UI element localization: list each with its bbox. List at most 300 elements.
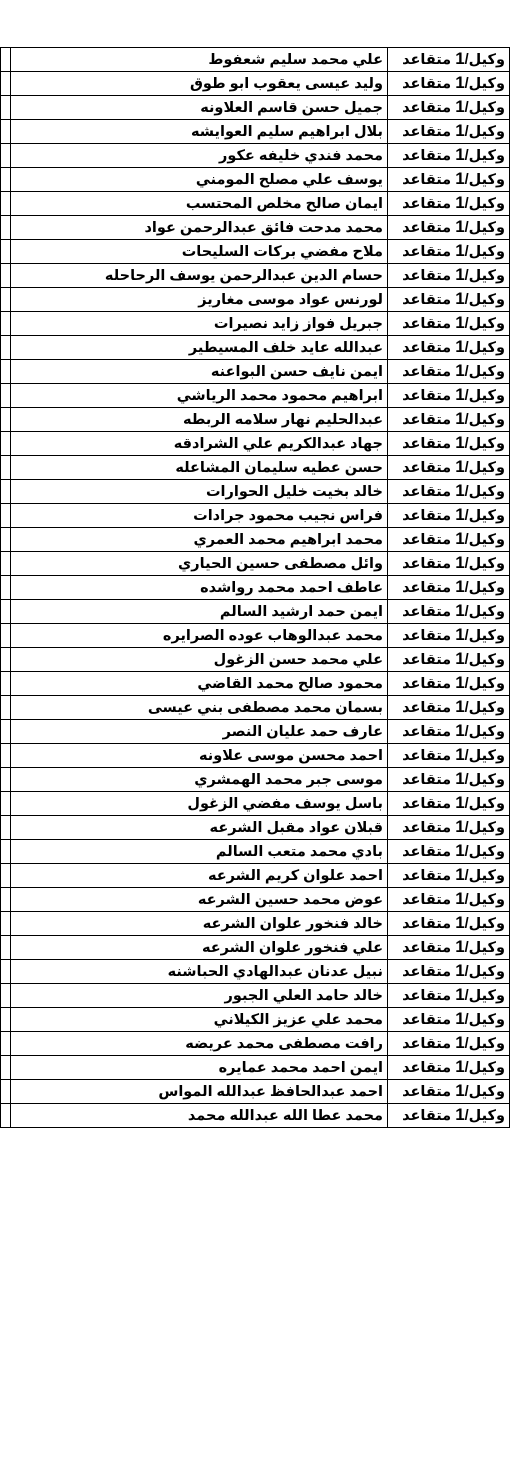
rank-cell: [388, 552, 510, 576]
rank-cell: [388, 528, 510, 552]
rank-prefix: وكيل/: [464, 244, 505, 260]
rank-number: 1: [455, 313, 465, 332]
table-row: [1, 816, 510, 840]
edge-cell: [1, 696, 11, 720]
table-row: [1, 864, 510, 888]
rank-cell: [388, 936, 510, 960]
roster-body: [1, 48, 510, 1128]
rank-prefix: وكيل/: [464, 76, 505, 92]
edge-cell: [1, 240, 11, 264]
name-cell: فراس نجيب محمود جرادات: [11, 504, 388, 528]
edge-cell: [1, 336, 11, 360]
edge-cell: [1, 816, 11, 840]
name-cell: وائل مصطفى حسين الحياري: [11, 552, 388, 576]
rank-cell: [388, 432, 510, 456]
edge-cell: [1, 48, 11, 72]
edge-cell: [1, 1008, 11, 1032]
name-cell: جميل حسن قاسم العلاونه: [11, 96, 388, 120]
rank-cell: [388, 792, 510, 816]
rank-number: 1: [455, 457, 465, 476]
rank-cell: [388, 1104, 510, 1128]
rank-cell: [388, 192, 510, 216]
rank-cell: [388, 1080, 510, 1104]
table-row: [1, 336, 510, 360]
rank-prefix: وكيل/: [464, 556, 505, 572]
name-cell: بلال ابراهيم سليم العوايشه: [11, 120, 388, 144]
rank-prefix: وكيل/: [464, 892, 505, 908]
rank-suffix: متقاعد: [402, 556, 456, 572]
rank-prefix: وكيل/: [464, 676, 505, 692]
rank-suffix: متقاعد: [402, 388, 456, 404]
table-row: [1, 72, 510, 96]
rank-cell: [388, 384, 510, 408]
rank-prefix: وكيل/: [464, 604, 505, 620]
table-row: [1, 528, 510, 552]
rank-suffix: متقاعد: [402, 988, 456, 1004]
rank-number: 1: [455, 745, 465, 764]
name-cell: حسن عطيه سليمان المشاعله: [11, 456, 388, 480]
rank-number: 1: [455, 529, 465, 548]
rank-number: 1: [455, 265, 465, 284]
rank-suffix: متقاعد: [402, 484, 456, 500]
rank-cell: [388, 720, 510, 744]
rank-suffix: متقاعد: [402, 340, 456, 356]
edge-cell: [1, 288, 11, 312]
rank-number: 1: [455, 385, 465, 404]
table-row: [1, 648, 510, 672]
name-cell: حسام الدين عبدالرحمن يوسف الرحاحله: [11, 264, 388, 288]
name-cell: محمد فندي خليفه عكور: [11, 144, 388, 168]
rank-number: 1: [455, 817, 465, 836]
rank-suffix: متقاعد: [402, 268, 456, 284]
table-row: [1, 480, 510, 504]
table-row: [1, 456, 510, 480]
edge-cell: [1, 312, 11, 336]
rank-cell: [388, 240, 510, 264]
rank-suffix: متقاعد: [402, 436, 456, 452]
name-cell: عاطف احمد محمد رواشده: [11, 576, 388, 600]
rank-number: 1: [455, 601, 465, 620]
table-row: [1, 840, 510, 864]
rank-number: 1: [455, 481, 465, 500]
rank-number: 1: [455, 577, 465, 596]
table-row: [1, 240, 510, 264]
rank-cell: [388, 336, 510, 360]
rank-cell: [388, 120, 510, 144]
rank-prefix: وكيل/: [464, 940, 505, 956]
rank-suffix: متقاعد: [402, 964, 456, 980]
rank-prefix: وكيل/: [464, 820, 505, 836]
name-cell: ايمن احمد محمد عمايره: [11, 1056, 388, 1080]
rank-number: 1: [455, 625, 465, 644]
rank-cell: [388, 360, 510, 384]
name-cell: محمد علي عزيز الكيلاني: [11, 1008, 388, 1032]
rank-suffix: متقاعد: [402, 532, 456, 548]
table-row: [1, 432, 510, 456]
rank-cell: [388, 1056, 510, 1080]
rank-suffix: متقاعد: [402, 1060, 456, 1076]
edge-cell: [1, 120, 11, 144]
rank-number: 1: [455, 289, 465, 308]
rank-suffix: متقاعد: [402, 772, 456, 788]
table-row: [1, 912, 510, 936]
rank-number: 1: [455, 433, 465, 452]
rank-cell: [388, 768, 510, 792]
rank-suffix: متقاعد: [402, 796, 456, 812]
rank-prefix: وكيل/: [464, 628, 505, 644]
name-cell: محمد عبدالوهاب عوده الصرايره: [11, 624, 388, 648]
rank-cell: [388, 672, 510, 696]
rank-cell: [388, 408, 510, 432]
rank-prefix: وكيل/: [464, 1012, 505, 1028]
rank-prefix: وكيل/: [464, 316, 505, 332]
rank-suffix: متقاعد: [402, 652, 456, 668]
rank-cell: [388, 96, 510, 120]
table-row: [1, 288, 510, 312]
edge-cell: [1, 576, 11, 600]
name-cell: احمد محسن موسى علاونه: [11, 744, 388, 768]
rank-suffix: متقاعد: [402, 844, 456, 860]
roster-table: [0, 47, 510, 1128]
table-row: [1, 768, 510, 792]
table-row: [1, 120, 510, 144]
edge-cell: [1, 888, 11, 912]
rank-cell: [388, 288, 510, 312]
rank-number: 1: [455, 361, 465, 380]
name-cell: محمد ابراهيم محمد العمري: [11, 528, 388, 552]
table-row: [1, 1032, 510, 1056]
rank-prefix: وكيل/: [464, 1036, 505, 1052]
rank-cell: [388, 648, 510, 672]
rank-cell: [388, 312, 510, 336]
edge-cell: [1, 96, 11, 120]
rank-suffix: متقاعد: [402, 724, 456, 740]
rank-suffix: متقاعد: [402, 820, 456, 836]
rank-suffix: متقاعد: [402, 196, 456, 212]
rank-cell: [388, 864, 510, 888]
edge-cell: [1, 360, 11, 384]
rank-prefix: وكيل/: [464, 964, 505, 980]
rank-suffix: متقاعد: [402, 244, 456, 260]
rank-suffix: متقاعد: [402, 148, 456, 164]
rank-prefix: وكيل/: [464, 652, 505, 668]
edge-cell: [1, 840, 11, 864]
edge-cell: [1, 504, 11, 528]
rank-suffix: متقاعد: [402, 124, 456, 140]
name-cell: عبدالله عايد خلف المسيطير: [11, 336, 388, 360]
rank-prefix: وكيل/: [464, 340, 505, 356]
rank-number: 1: [455, 409, 465, 428]
name-cell: علي محمد حسن الزغول: [11, 648, 388, 672]
rank-cell: [388, 504, 510, 528]
name-cell: رافت مصطفى محمد عريضه: [11, 1032, 388, 1056]
rank-number: 1: [455, 241, 465, 260]
rank-prefix: وكيل/: [464, 124, 505, 140]
edge-cell: [1, 216, 11, 240]
table-row: [1, 672, 510, 696]
table-row: [1, 1104, 510, 1128]
rank-cell: [388, 816, 510, 840]
table-row: [1, 1056, 510, 1080]
rank-suffix: متقاعد: [402, 1036, 456, 1052]
table-row: [1, 1080, 510, 1104]
name-cell: ابراهيم محمود محمد الرياشي: [11, 384, 388, 408]
rank-cell: [388, 1008, 510, 1032]
table-row: [1, 984, 510, 1008]
rank-suffix: متقاعد: [402, 916, 456, 932]
edge-cell: [1, 552, 11, 576]
rank-cell: [388, 264, 510, 288]
edge-cell: [1, 456, 11, 480]
rank-suffix: متقاعد: [402, 580, 456, 596]
edge-cell: [1, 672, 11, 696]
table-row: [1, 888, 510, 912]
edge-cell: [1, 144, 11, 168]
rank-cell: [388, 456, 510, 480]
rank-cell: [388, 888, 510, 912]
name-cell: عوض محمد حسين الشرعه: [11, 888, 388, 912]
rank-prefix: وكيل/: [464, 796, 505, 812]
name-cell: باسل يوسف مفضي الزغول: [11, 792, 388, 816]
rank-cell: [388, 216, 510, 240]
rank-suffix: متقاعد: [402, 172, 456, 188]
table-row: [1, 48, 510, 72]
table-row: [1, 1008, 510, 1032]
edge-cell: [1, 168, 11, 192]
name-cell: قبلان عواد مقبل الشرعه: [11, 816, 388, 840]
name-cell: محمد عطا الله عبدالله محمد: [11, 1104, 388, 1128]
table-row: [1, 936, 510, 960]
rank-prefix: وكيل/: [464, 988, 505, 1004]
rank-prefix: وكيل/: [464, 292, 505, 308]
rank-prefix: وكيل/: [464, 772, 505, 788]
name-cell: محمد مدحت فائق عبدالرحمن عواد: [11, 216, 388, 240]
rank-suffix: متقاعد: [402, 76, 456, 92]
rank-number: 1: [455, 769, 465, 788]
rank-suffix: متقاعد: [402, 220, 456, 236]
edge-cell: [1, 480, 11, 504]
name-cell: بادي محمد متعب السالم: [11, 840, 388, 864]
edge-cell: [1, 600, 11, 624]
rank-number: 1: [455, 169, 465, 188]
rank-cell: [388, 744, 510, 768]
table-row: [1, 552, 510, 576]
table-row: [1, 168, 510, 192]
name-cell: ملاح مفضي بركات السليحات: [11, 240, 388, 264]
rank-suffix: متقاعد: [402, 868, 456, 884]
rank-prefix: وكيل/: [464, 436, 505, 452]
edge-cell: [1, 792, 11, 816]
rank-suffix: متقاعد: [402, 748, 456, 764]
rank-cell: [388, 696, 510, 720]
rank-number: 1: [455, 217, 465, 236]
edge-cell: [1, 1104, 11, 1128]
edge-cell: [1, 960, 11, 984]
rank-cell: [388, 600, 510, 624]
rank-suffix: متقاعد: [402, 604, 456, 620]
rank-prefix: وكيل/: [464, 388, 505, 404]
rank-prefix: وكيل/: [464, 148, 505, 164]
table-row: [1, 408, 510, 432]
table-row: [1, 360, 510, 384]
rank-prefix: وكيل/: [464, 172, 505, 188]
rank-prefix: وكيل/: [464, 1108, 505, 1124]
rank-prefix: وكيل/: [464, 532, 505, 548]
name-cell: احمد علوان كريم الشرعه: [11, 864, 388, 888]
name-cell: جبريل فواز زايد نصيرات: [11, 312, 388, 336]
edge-cell: [1, 432, 11, 456]
rank-number: 1: [455, 961, 465, 980]
edge-cell: [1, 720, 11, 744]
rank-prefix: وكيل/: [464, 52, 505, 68]
rank-suffix: متقاعد: [402, 700, 456, 716]
rank-number: 1: [455, 913, 465, 932]
edge-cell: [1, 984, 11, 1008]
rank-suffix: متقاعد: [402, 892, 456, 908]
rank-number: 1: [455, 73, 465, 92]
table-row: [1, 312, 510, 336]
name-cell: خالد حامد العلي الجبور: [11, 984, 388, 1008]
rank-prefix: وكيل/: [464, 460, 505, 476]
rank-number: 1: [455, 145, 465, 164]
rank-cell: [388, 480, 510, 504]
name-cell: ايمن حمد ارشيد السالم: [11, 600, 388, 624]
rank-number: 1: [455, 1057, 465, 1076]
rank-prefix: وكيل/: [464, 220, 505, 236]
name-cell: محمود صالح محمد القاضي: [11, 672, 388, 696]
rank-number: 1: [455, 337, 465, 356]
rank-number: 1: [455, 985, 465, 1004]
table-row: [1, 192, 510, 216]
name-cell: موسى جبر محمد الهمشري: [11, 768, 388, 792]
rank-number: 1: [455, 49, 465, 68]
rank-prefix: وكيل/: [464, 364, 505, 380]
rank-prefix: وكيل/: [464, 580, 505, 596]
name-cell: يوسف علي مصلح المومني: [11, 168, 388, 192]
edge-cell: [1, 864, 11, 888]
name-cell: خالد فنخور علوان الشرعه: [11, 912, 388, 936]
name-cell: علي محمد سليم شعفوط: [11, 48, 388, 72]
rank-number: 1: [455, 697, 465, 716]
table-row: [1, 600, 510, 624]
rank-number: 1: [455, 505, 465, 524]
rank-prefix: وكيل/: [464, 484, 505, 500]
edge-cell: [1, 912, 11, 936]
name-cell: نبيل عدنان عبدالهادي الحباشنه: [11, 960, 388, 984]
rank-prefix: وكيل/: [464, 196, 505, 212]
rank-number: 1: [455, 841, 465, 860]
edge-cell: [1, 384, 11, 408]
rank-cell: [388, 168, 510, 192]
rank-number: 1: [455, 193, 465, 212]
edge-cell: [1, 1032, 11, 1056]
edge-cell: [1, 768, 11, 792]
rank-suffix: متقاعد: [402, 292, 456, 308]
rank-cell: [388, 144, 510, 168]
table-row: [1, 504, 510, 528]
name-cell: احمد عبدالحافظ عبدالله المواس: [11, 1080, 388, 1104]
table-row: [1, 960, 510, 984]
table-row: [1, 384, 510, 408]
rank-suffix: متقاعد: [402, 412, 456, 428]
table-row: [1, 792, 510, 816]
rank-number: 1: [455, 649, 465, 668]
edge-cell: [1, 1056, 11, 1080]
rank-suffix: متقاعد: [402, 364, 456, 380]
name-cell: وليد عيسى يعقوب ابو طوق: [11, 72, 388, 96]
rank-cell: [388, 624, 510, 648]
table-row: [1, 576, 510, 600]
table-row: [1, 624, 510, 648]
rank-prefix: وكيل/: [464, 916, 505, 932]
rank-suffix: متقاعد: [402, 100, 456, 116]
rank-cell: [388, 912, 510, 936]
name-cell: علي فنخور علوان الشرعه: [11, 936, 388, 960]
rank-prefix: وكيل/: [464, 1084, 505, 1100]
rank-prefix: وكيل/: [464, 268, 505, 284]
name-cell: جهاد عبدالكريم علي الشرادقه: [11, 432, 388, 456]
table-row: [1, 144, 510, 168]
rank-number: 1: [455, 1105, 465, 1124]
rank-number: 1: [455, 1081, 465, 1100]
rank-number: 1: [455, 121, 465, 140]
edge-cell: [1, 744, 11, 768]
rank-number: 1: [455, 865, 465, 884]
rank-cell: [388, 984, 510, 1008]
rank-suffix: متقاعد: [402, 628, 456, 644]
rank-prefix: وكيل/: [464, 412, 505, 428]
rank-suffix: متقاعد: [402, 940, 456, 956]
table-row: [1, 96, 510, 120]
rank-cell: [388, 1032, 510, 1056]
table-row: [1, 744, 510, 768]
name-cell: ايمن نايف حسن البواعنه: [11, 360, 388, 384]
rank-suffix: متقاعد: [402, 316, 456, 332]
edge-cell: [1, 624, 11, 648]
edge-cell: [1, 528, 11, 552]
roster-sheet: [0, 47, 510, 1128]
rank-prefix: وكيل/: [464, 724, 505, 740]
rank-suffix: متقاعد: [402, 460, 456, 476]
rank-number: 1: [455, 889, 465, 908]
rank-cell: [388, 960, 510, 984]
name-cell: لورنس عواد موسى مغاريز: [11, 288, 388, 312]
rank-prefix: وكيل/: [464, 508, 505, 524]
rank-cell: [388, 48, 510, 72]
rank-suffix: متقاعد: [402, 676, 456, 692]
edge-cell: [1, 408, 11, 432]
edge-cell: [1, 1080, 11, 1104]
rank-number: 1: [455, 1033, 465, 1052]
name-cell: بسمان محمد مصطفى بني عيسى: [11, 696, 388, 720]
edge-cell: [1, 936, 11, 960]
table-row: [1, 216, 510, 240]
rank-cell: [388, 72, 510, 96]
rank-suffix: متقاعد: [402, 508, 456, 524]
rank-number: 1: [455, 793, 465, 812]
rank-prefix: وكيل/: [464, 868, 505, 884]
table-row: [1, 720, 510, 744]
name-cell: خالد بخيت خليل الحوارات: [11, 480, 388, 504]
rank-number: 1: [455, 1009, 465, 1028]
rank-suffix: متقاعد: [402, 1012, 456, 1028]
rank-number: 1: [455, 937, 465, 956]
edge-cell: [1, 264, 11, 288]
rank-prefix: وكيل/: [464, 1060, 505, 1076]
name-cell: عارف حمد عليان النصر: [11, 720, 388, 744]
rank-prefix: وكيل/: [464, 844, 505, 860]
rank-number: 1: [455, 553, 465, 572]
